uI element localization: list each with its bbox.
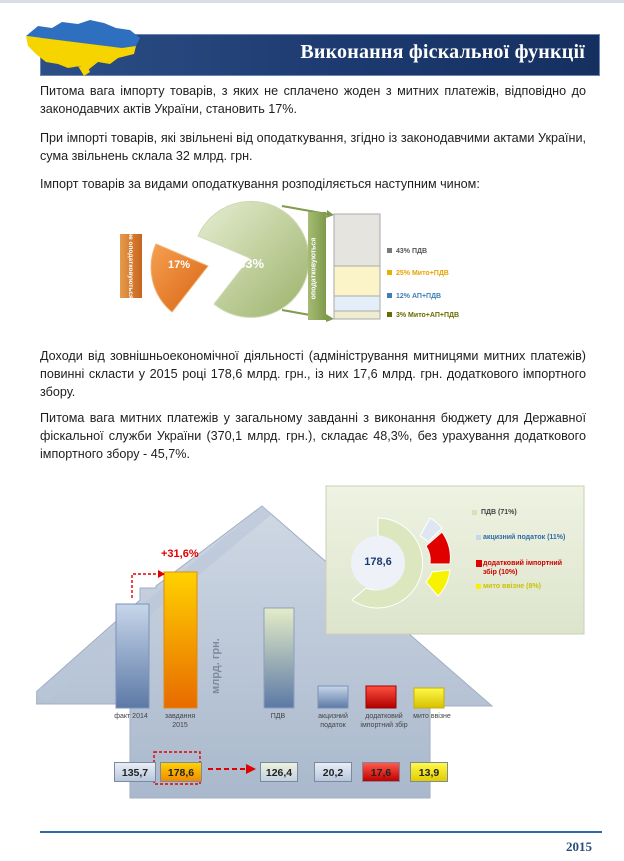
category-label-2: завдання 2015 [164,713,196,729]
revenue-legend-1: ПДВ (71%) [481,509,517,516]
import-legend-4: 3% Мито+АП+ПДВ [396,312,460,319]
bar-excise [318,686,348,708]
pie-label-83: 83% [238,256,265,271]
stack-segment-myto-pdv [334,266,380,296]
bar-import-fee [366,686,396,708]
pie-label-17: 17% [168,259,191,271]
exempt-label: не оподатковуються [126,231,134,299]
taxed-label: оподатковуються [310,237,318,299]
value-box-4: 20,2 [314,762,352,782]
revenue-legend-4: мито ввізне (8%) [483,583,541,590]
import-legend-3: 12% АП+ПДВ [396,293,442,300]
ukraine-map-icon [18,14,148,84]
paragraph-2: При імпорті товарів, які звільнені від оподаткування, згідно із законодавчими актами України, сума звільнень склала 32 млрд. грн. [40,131,586,163]
revenue-legend-2: акцизний податок (11%) [483,534,566,541]
stack-segment-pdv [334,214,380,266]
paragraph-5: Питома вага митних платежів у загальному завданні з виконання бюджету для Державної фіскальної служби України (370,1 млрд. грн.), складає 48,3%, без урахування додаткового імпортного збору - 45,7%. [40,411,586,461]
import-legend-1: 43% ПДВ [396,248,428,255]
pie-slice-17 [151,244,208,312]
revenue-legend-3: додатковий імпортний збір (10%) [483,560,563,576]
donut-center-value: 178,6 [364,556,392,568]
bar-fact-2014 [116,604,149,708]
bar-pdv [264,608,294,708]
paragraph-3: Імпорт товарів за видами оподаткування розподіляється наступним чином: [40,177,480,191]
category-label-1: факт 2014 [114,713,148,720]
bar-plan-2015 [164,572,197,708]
paragraph-4: Доходи від зовнішньоекономічної діяльності (адміністрування митницями митних платежів) повинні скласти у 2015 році 178,6 млрд. грн., із них 17,6 млрд. грн. додаткового імпортного збору. [40,349,586,399]
bar-import-duty [414,688,444,708]
footer-rule [40,831,602,833]
value-box-6: 13,9 [410,762,448,782]
page-number: 2015 [566,839,592,854]
stack-segment-ap-pdv [334,296,380,311]
value-box-2: 178,6 [160,762,202,782]
category-label-6: мито ввізне [413,713,451,720]
category-label-4: акцизний податок [318,713,348,729]
value-box-3: 126,4 [260,762,298,782]
value-box-5: 17,6 [362,762,400,782]
page-title: Виконання фіскальної функції [300,41,585,63]
stack-segment-myto-ap-pdv [334,311,380,319]
category-label-3: ПДВ [270,713,286,720]
growth-percent: +31,6% [161,548,199,560]
unit-label: млрд. грн. [210,638,223,694]
paragraph-1: Питома вага імпорту товарів, з яких не сплачено жоден з митних платежів, відповідно до законодавчих актів України, становить 17%. [40,84,586,116]
value-box-1: 135,7 [114,762,156,782]
category-label-5: додатковий імпортний збір [360,713,408,729]
import-legend-2: 25% Мито+ПДВ [396,270,449,277]
top-rule [0,0,624,3]
